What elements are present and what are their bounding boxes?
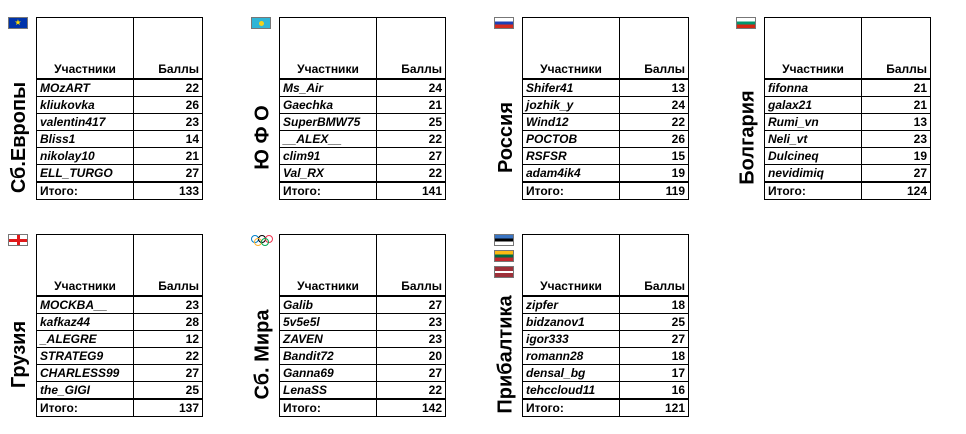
table-row	[37, 381, 203, 399]
participant-score: 27	[862, 164, 931, 182]
table-row	[37, 96, 203, 113]
table-row	[280, 79, 446, 97]
participant-score: 25	[377, 113, 446, 130]
total-value: 119	[620, 182, 689, 200]
participant-score: 23	[862, 130, 931, 147]
participants-header: Участники	[523, 18, 620, 79]
table-row	[280, 364, 446, 381]
score-header: Баллы	[620, 18, 689, 79]
team-name: Сб. Мира	[251, 309, 274, 399]
participant-name: Shifer41	[523, 79, 620, 97]
participant-score: 14	[134, 130, 203, 147]
header-row	[280, 18, 446, 79]
participant-name: igor333	[523, 330, 620, 347]
participant-name: Wind12	[523, 113, 620, 130]
participant-score: 20	[377, 347, 446, 364]
table-row	[523, 381, 689, 399]
table-row	[37, 79, 203, 97]
participant-name: tehccloud11	[523, 381, 620, 399]
table-row	[37, 130, 203, 147]
flags	[494, 17, 516, 33]
participant-name: valentin417	[37, 113, 134, 130]
table-row	[37, 364, 203, 381]
table-row	[37, 313, 203, 330]
team-name-label	[492, 274, 520, 434]
participant-name: kliukovka	[37, 96, 134, 113]
participant-score: 22	[377, 164, 446, 182]
table-row	[765, 96, 931, 113]
participant-name: CHARLESS99	[37, 364, 134, 381]
table-row	[280, 330, 446, 347]
team-name: Сб.Европы	[8, 81, 31, 193]
table-row	[37, 330, 203, 347]
participant-name: Ms_Air	[280, 79, 377, 97]
participant-score: 27	[620, 330, 689, 347]
participant-name: Ganna69	[280, 364, 377, 381]
participant-score: 23	[377, 330, 446, 347]
total-value: 141	[377, 182, 446, 200]
flags	[736, 17, 758, 33]
table-row	[523, 79, 689, 97]
participant-name: 5v5e5l	[280, 313, 377, 330]
participant-score: 27	[377, 296, 446, 314]
header-row	[280, 235, 446, 296]
participant-score: 18	[620, 347, 689, 364]
total-value: 133	[134, 182, 203, 200]
participant-name: densal_bg	[523, 364, 620, 381]
scores-table	[36, 17, 203, 200]
total-row	[280, 182, 446, 200]
team-name: Россия	[494, 101, 517, 173]
table-row	[765, 164, 931, 182]
table-row	[280, 113, 446, 130]
table-row	[280, 381, 446, 399]
total-row	[37, 182, 203, 200]
total-value: 121	[620, 399, 689, 417]
participant-score: 25	[134, 381, 203, 399]
score-header: Баллы	[377, 18, 446, 79]
participant-name: MOCKBA__	[37, 296, 134, 314]
participant-name: zipfer	[523, 296, 620, 314]
table-row	[280, 130, 446, 147]
participant-score: 27	[134, 364, 203, 381]
team-name: Ю Ф О	[251, 104, 274, 170]
table-row	[37, 147, 203, 164]
bulgaria-flag-icon	[736, 17, 756, 29]
table-row	[765, 130, 931, 147]
scores-table	[764, 17, 931, 200]
participant-name: LenaSS	[280, 381, 377, 399]
participants-header: Участники	[280, 235, 377, 296]
total-label: Итого:	[280, 182, 377, 200]
total-label: Итого:	[523, 182, 620, 200]
scores-table	[279, 234, 446, 417]
flags	[251, 234, 273, 250]
header-row	[37, 18, 203, 79]
participant-score: 26	[134, 96, 203, 113]
participant-score: 24	[620, 96, 689, 113]
participant-name: Bliss1	[37, 130, 134, 147]
team-name-label	[6, 274, 34, 434]
team-name-label	[6, 57, 34, 217]
total-row	[765, 182, 931, 200]
participant-score: 19	[620, 164, 689, 182]
table-row	[523, 347, 689, 364]
team-block	[736, 17, 966, 217]
table-row	[523, 364, 689, 381]
participant-score: 27	[377, 364, 446, 381]
participant-name: RSFSR	[523, 147, 620, 164]
table-row	[280, 347, 446, 364]
participant-name: Gaechka	[280, 96, 377, 113]
team-block	[8, 234, 248, 434]
participant-name: ELL_TURGO	[37, 164, 134, 182]
header-row	[523, 235, 689, 296]
participant-name: adam4ik4	[523, 164, 620, 182]
russia-flag-icon	[494, 17, 514, 29]
table-row	[523, 130, 689, 147]
participant-score: 22	[134, 79, 203, 97]
team-name: Грузия	[8, 320, 31, 388]
participant-name: STRATEG9	[37, 347, 134, 364]
participant-score: 16	[620, 381, 689, 399]
table-row	[280, 296, 446, 314]
table-row	[523, 164, 689, 182]
participant-score: 24	[377, 79, 446, 97]
participant-score: 27	[377, 147, 446, 164]
total-label: Итого:	[765, 182, 862, 200]
table-row	[523, 296, 689, 314]
participant-score: 22	[377, 381, 446, 399]
total-value: 124	[862, 182, 931, 200]
header-row	[37, 235, 203, 296]
table-row	[280, 313, 446, 330]
participant-score: 26	[620, 130, 689, 147]
table-row	[37, 296, 203, 314]
participant-name: clim91	[280, 147, 377, 164]
team-name: Болгария	[736, 89, 759, 185]
team-block	[251, 234, 491, 434]
table-row	[37, 113, 203, 130]
score-header: Баллы	[134, 235, 203, 296]
team-block	[494, 17, 734, 217]
table-row	[765, 147, 931, 164]
kazakhstan-flag-icon	[251, 17, 271, 29]
participant-name: nevidimiq	[765, 164, 862, 182]
participant-score: 27	[134, 164, 203, 182]
table-row	[523, 96, 689, 113]
table-row	[523, 330, 689, 347]
participant-name: ZAVEN	[280, 330, 377, 347]
participant-name: Dulcineq	[765, 147, 862, 164]
lithuania-flag-icon	[494, 250, 514, 262]
participant-score: 22	[134, 347, 203, 364]
participant-score: 19	[862, 147, 931, 164]
participant-score: 23	[134, 113, 203, 130]
georgia-flag-icon	[8, 234, 28, 246]
scores-table	[522, 234, 689, 417]
participant-name: bidzanov1	[523, 313, 620, 330]
table-row	[765, 79, 931, 97]
olympic-rings-flag-icon	[251, 234, 273, 246]
total-value: 137	[134, 399, 203, 417]
participants-header: Участники	[523, 235, 620, 296]
participant-score: 28	[134, 313, 203, 330]
header-row	[523, 18, 689, 79]
total-row	[523, 399, 689, 417]
participant-name: Bandit72	[280, 347, 377, 364]
table-row	[37, 164, 203, 182]
team-block	[494, 234, 734, 434]
total-row	[37, 399, 203, 417]
participant-score: 22	[377, 130, 446, 147]
total-label: Итого:	[37, 182, 134, 200]
participant-name: Rumi_vn	[765, 113, 862, 130]
table-row	[280, 147, 446, 164]
team-block	[251, 17, 491, 217]
total-row	[280, 399, 446, 417]
table-row	[280, 96, 446, 113]
score-header: Баллы	[862, 18, 931, 79]
total-label: Итого:	[280, 399, 377, 417]
total-label: Итого:	[523, 399, 620, 417]
flags	[8, 17, 30, 33]
total-value: 142	[377, 399, 446, 417]
total-row	[523, 182, 689, 200]
participant-name: nikolay10	[37, 147, 134, 164]
flags	[8, 234, 30, 250]
participant-score: 13	[862, 113, 931, 130]
score-header: Баллы	[134, 18, 203, 79]
table-row	[523, 313, 689, 330]
eu-flag-icon: ★	[8, 17, 28, 29]
table-row	[280, 164, 446, 182]
participant-name: POCTOB	[523, 130, 620, 147]
team-name: Прибалтика	[494, 294, 517, 414]
score-header: Баллы	[377, 235, 446, 296]
header-row	[765, 18, 931, 79]
participants-header: Участники	[765, 18, 862, 79]
participant-score: 25	[620, 313, 689, 330]
participant-name: SuperBMW75	[280, 113, 377, 130]
participants-header: Участники	[37, 235, 134, 296]
participant-name: Galib	[280, 296, 377, 314]
table-row	[37, 347, 203, 364]
participant-name: the_GIGI	[37, 381, 134, 399]
participant-name: Val_RX	[280, 164, 377, 182]
participant-name: fifonna	[765, 79, 862, 97]
team-block	[8, 17, 248, 217]
score-header: Баллы	[620, 235, 689, 296]
scores-table	[279, 17, 446, 200]
participant-name: MOzART	[37, 79, 134, 97]
participants-header: Участники	[280, 18, 377, 79]
participant-score: 22	[620, 113, 689, 130]
scores-table	[36, 234, 203, 417]
team-name-label	[249, 57, 277, 217]
scores-table	[522, 17, 689, 200]
table-row	[523, 147, 689, 164]
participant-score: 23	[134, 296, 203, 314]
team-name-label	[734, 57, 762, 217]
participant-name: romann28	[523, 347, 620, 364]
participant-score: 21	[862, 79, 931, 97]
participant-score: 21	[134, 147, 203, 164]
estonia-flag-icon	[494, 234, 514, 246]
participant-name: _ALEGRE	[37, 330, 134, 347]
participant-name: galax21	[765, 96, 862, 113]
participants-header: Участники	[37, 18, 134, 79]
flags	[251, 17, 273, 33]
participant-score: 15	[620, 147, 689, 164]
participant-score: 17	[620, 364, 689, 381]
participant-score: 18	[620, 296, 689, 314]
participant-score: 23	[377, 313, 446, 330]
participant-name: __ALEX__	[280, 130, 377, 147]
participant-name: jozhik_y	[523, 96, 620, 113]
participant-score: 21	[862, 96, 931, 113]
participant-score: 21	[377, 96, 446, 113]
participant-name: kafkaz44	[37, 313, 134, 330]
participant-name: Neli_vt	[765, 130, 862, 147]
participant-score: 12	[134, 330, 203, 347]
team-name-label	[492, 57, 520, 217]
table-row	[765, 113, 931, 130]
total-label: Итого:	[37, 399, 134, 417]
participant-score: 13	[620, 79, 689, 97]
team-name-label	[249, 274, 277, 434]
table-row	[523, 113, 689, 130]
